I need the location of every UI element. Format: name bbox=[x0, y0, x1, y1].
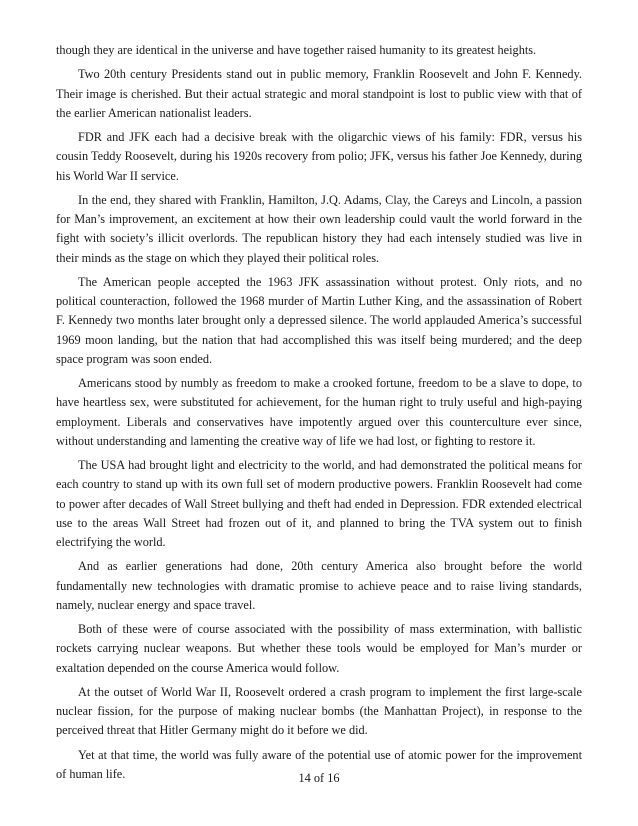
paragraph: Both of these were of course associated with the possibility of mass extermination, with ballistic rockets carrying nuclear weapons. But whether these tools would be employed for Man’s murder or exaltation depended on the course America would follow. bbox=[56, 622, 582, 675]
paragraph: The USA had brought light and electricity to the world, and had demonstrated the political means for each country to stand up with its own full set of modern productive powers. Franklin Roosevelt had come to power after decades of Wall Street bullying and theft had ended in Depression. FDR extended electrical use to the areas Wall Street had frozen out of it, and planned to bring the TVA system out to finish electrifying the world. bbox=[56, 458, 582, 549]
paragraph: Yet at that time, the world was fully aware of the potential use of atomic power for the improvement of human life. bbox=[56, 747, 582, 781]
page-number: 14 of 16 bbox=[298, 771, 340, 785]
paragraph: The American people accepted the 1963 JFK assassination without protest. Only riots, and no political counteraction, followed the 1968 murder of Martin Luther King, and the assassination of Robert F. Kennedy two months later brought only a depressed silence. The world applauded America’s successful 1969 moon landing, but the nation that had accomplished this was itself being murdered; and the deep space program was soon ended. bbox=[56, 274, 582, 366]
paragraph: In the end, they shared with Franklin, Hamilton, J.Q. Adams, Clay, the Careys and Lincoln, a passion for Man’s improvement, an excitement at how their own leadership could vault the world forward in the fight with society’s illicit overlords. The republican history they had each intensely studied was live in their minds as the stage on which they played their political roles. bbox=[56, 192, 582, 265]
paragraph: FDR and JFK each had a decisive break with the oligarchic views of his family: FDR, versus his cousin Teddy Roosevelt, during his 1920s recovery from polio; JFK, versus his father Joe Kennedy, during his World War II service. bbox=[56, 130, 582, 183]
paragraph-continuation: though they are identical in the universe and have together raised humanity to its greatest heights. bbox=[56, 43, 537, 57]
paragraph: Americans stood by numbly as freedom to make a crooked fortune, freedom to be a slave to dope, to have heartless sex, were substituted for achievement, for the human right to truly useful and high-paying employment. Liberals and conservatives have impotently argued over this counterculture ever since, without understanding and lamenting the creative way of life we had lost, or fighting to restore it. bbox=[56, 376, 582, 448]
body-text bbox=[56, 41, 582, 789]
paragraph: At the outset of World War II, Roosevelt ordered a crash program to implement the first large-scale nuclear fission, for the purpose of making nuclear bombs (the Manhattan Project), in response to the perceived threat that Hitler Germany might do it before we did. bbox=[56, 684, 582, 738]
paragraph: And as earlier generations had done, 20th century America also brought before the world fundamentally new technologies with dramatic promise to achieve peace and to raise living standards, namely, nuclear energy and space travel. bbox=[56, 559, 582, 612]
paragraph: Two 20th century Presidents stand out in public memory, Franklin Roosevelt and John F. Kennedy. Their image is cherished. But their actual strategic and moral standpoint is lost to public view with that of the earlier American nationalist leaders. bbox=[56, 67, 582, 120]
